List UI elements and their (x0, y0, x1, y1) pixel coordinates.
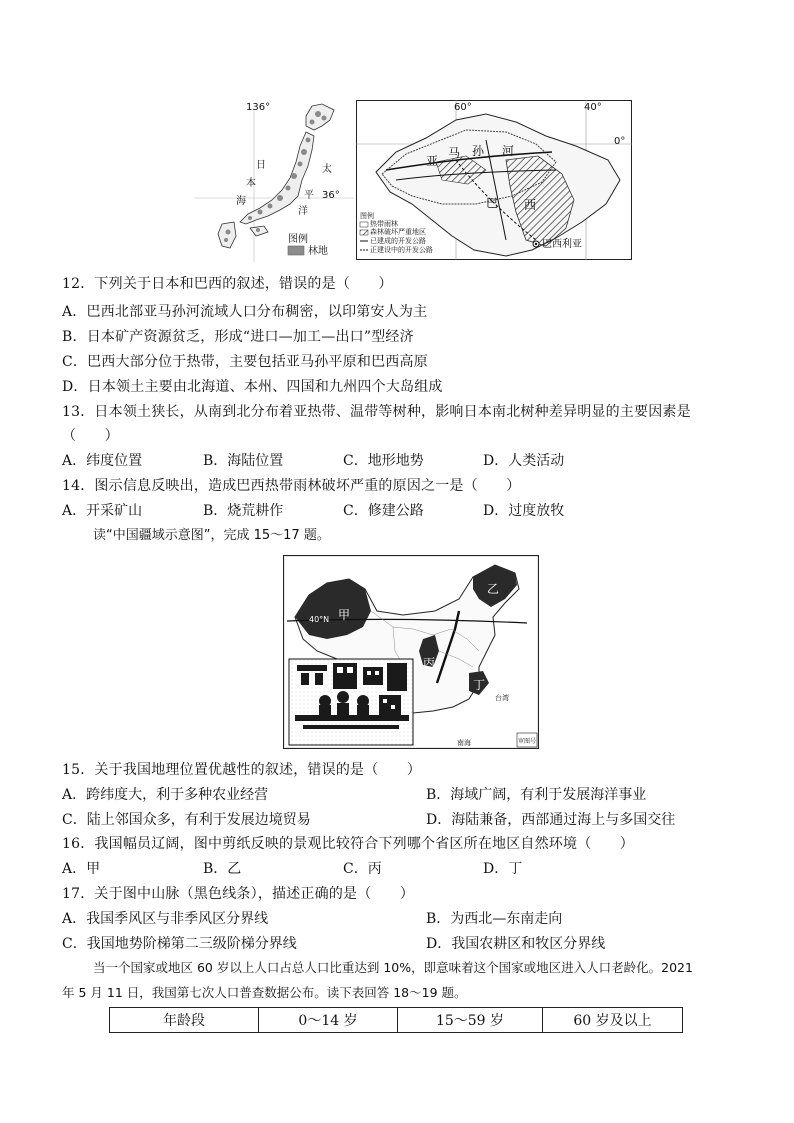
lon-40-label: 40° (584, 102, 602, 113)
region-bing: 丙 (423, 656, 436, 670)
label-ben: 本 (246, 178, 256, 189)
china-map-drawing (283, 555, 539, 749)
label-sun: 孙 (472, 144, 485, 158)
q17-option-d: D．我国农耕区和牧区分界线 (426, 936, 606, 952)
q14-option-d: D．过度放牧 (483, 503, 565, 519)
q14-option-a: A．开采矿山 (62, 503, 143, 519)
lat-0-label: 0° (614, 136, 626, 147)
legend-planned-road: 正建设中的开发公路 (370, 246, 433, 254)
lon-label: 136° (246, 102, 271, 113)
q14-option-b: B．烧荒耕作 (203, 503, 284, 519)
age-table (109, 1007, 683, 1033)
lat-label: 36° (322, 190, 340, 201)
label-tai: 太 (322, 164, 332, 175)
brazil-map (356, 100, 632, 260)
region-yi: 乙 (487, 582, 500, 596)
table-header-row (110, 1008, 683, 1033)
header-15-59: 15～59 岁 (398, 1008, 543, 1033)
q12-option-b: B．日本矿产资源贫乏，形成“进口—加工—出口”型经济 (62, 329, 414, 345)
q17-option-c: C．我国地势阶梯第二三级阶梯分界线 (62, 936, 297, 952)
q14-stem: 14．图示信息反映出，造成巴西热带雨林破坏严重的原因之一是（ ） (62, 478, 521, 494)
capital-label: 巴西利亚 (542, 239, 582, 250)
q15-option-b: B．海域广阔，有利于发展海洋事业 (426, 787, 647, 803)
q16-option-a: A．甲 (62, 861, 101, 877)
q16-option-b: B．乙 (203, 861, 242, 877)
label-ping: 平 (304, 190, 314, 201)
legend-deforested: 森林破坏严重地区 (370, 228, 426, 236)
label-xi: 西 (524, 198, 537, 212)
q15-option-d: D．海陆兼备，西部通过海上与多国交往 (426, 812, 676, 828)
q12-stem: 12．下列关于日本和巴西的叙述，错误的是（ ） (62, 276, 393, 292)
q12-option-d: D．日本领土主要由北海道、本州、四国和九州四个大岛组成 (62, 379, 443, 395)
lon-60-label: 60° (454, 102, 472, 113)
japan-map (194, 100, 354, 262)
label-ri: 日 (256, 160, 266, 171)
legend-item: 林地 (308, 246, 328, 257)
japan-map-drawing (194, 100, 354, 262)
q16-option-c: C．丙 (343, 861, 382, 877)
q15-option-a: A．跨纬度大，利于多种农业经营 (62, 787, 269, 803)
legend-title: 图例 (360, 212, 374, 220)
q13-option-b: B．海陆位置 (203, 453, 284, 469)
legend-built-road: 已建成的开发公路 (370, 237, 426, 245)
q13-option-d: D．人类活动 (483, 453, 565, 469)
legend-rainforest: 热带雨林 (370, 220, 398, 228)
label-hai: 海 (236, 196, 246, 207)
q12-option-c: C．巴西大部分位于热带，主要包括亚马孙平原和巴西高原 (62, 354, 428, 370)
q15-stem: 15．关于我国地理位置优越性的叙述，错误的是（ ） (62, 762, 422, 778)
q14-option-c: C．修建公路 (343, 503, 424, 519)
label-ya: 亚 (426, 154, 439, 168)
map-number-label: 审图号 (518, 738, 537, 745)
header-age-group: 年龄段 (110, 1008, 259, 1033)
q16-stem: 16．我国幅员辽阔，图中剪纸反映的景观比较符合下列哪个省区所在地区自然环境（ ） (62, 836, 635, 852)
q13-stem-bracket: （ ） (62, 428, 119, 444)
aging-intro-line2: 年 5 月 11 日，我国第七次人口普查数据公布。读下表回答 18～19 题。 (62, 985, 467, 1000)
lat-40n-label: 40°N (309, 615, 330, 624)
region-ding: 丁 (473, 678, 486, 692)
q17-stem: 17．关于图中山脉（黑色线条），描述正确的是（ ） (62, 886, 415, 902)
label-ma: 马 (448, 146, 461, 160)
q12-option-a: A．巴西北部亚马孙河流域人口分布稠密，以印第安人为主 (62, 304, 428, 320)
legend-title: 图例 (288, 234, 308, 245)
q13-stem: 13．日本领土狭长，从南到北分布着亚热带、温带等树种，影响日本南北树种差异明显的主要因素是 (62, 404, 691, 420)
q13-option-c: C．地形地势 (343, 453, 424, 469)
region-jia: 甲 (338, 608, 351, 622)
aging-intro-line1: 当一个国家或地区 60 岁以上人口占总人口比重达到 10%，即意味着这个国家或地区进入人口老龄化。2021 (93, 960, 693, 975)
q13-option-a: A．纬度位置 (62, 453, 143, 469)
q17-option-b: B．为西北—东南走向 (426, 911, 563, 927)
label-yang: 洋 (298, 206, 308, 217)
taiwan-label: 台湾 (495, 694, 509, 702)
header-0-14: 0～14 岁 (259, 1008, 398, 1033)
header-60-plus: 60 岁及以上 (543, 1008, 683, 1033)
south-sea-label: 南海 (457, 739, 471, 747)
q17-option-a: A．我国季风区与非季风区分界线 (62, 911, 269, 927)
q16-option-d: D．丁 (483, 861, 523, 877)
reading-instruction: 读“中国疆域示意图”，完成 15～17 题。 (93, 528, 330, 543)
label-ba: 巴 (486, 196, 499, 210)
china-map (283, 555, 539, 749)
q15-option-c: C．陆上邻国众多，有利于发展边境贸易 (62, 812, 311, 828)
label-he: 河 (502, 144, 515, 158)
